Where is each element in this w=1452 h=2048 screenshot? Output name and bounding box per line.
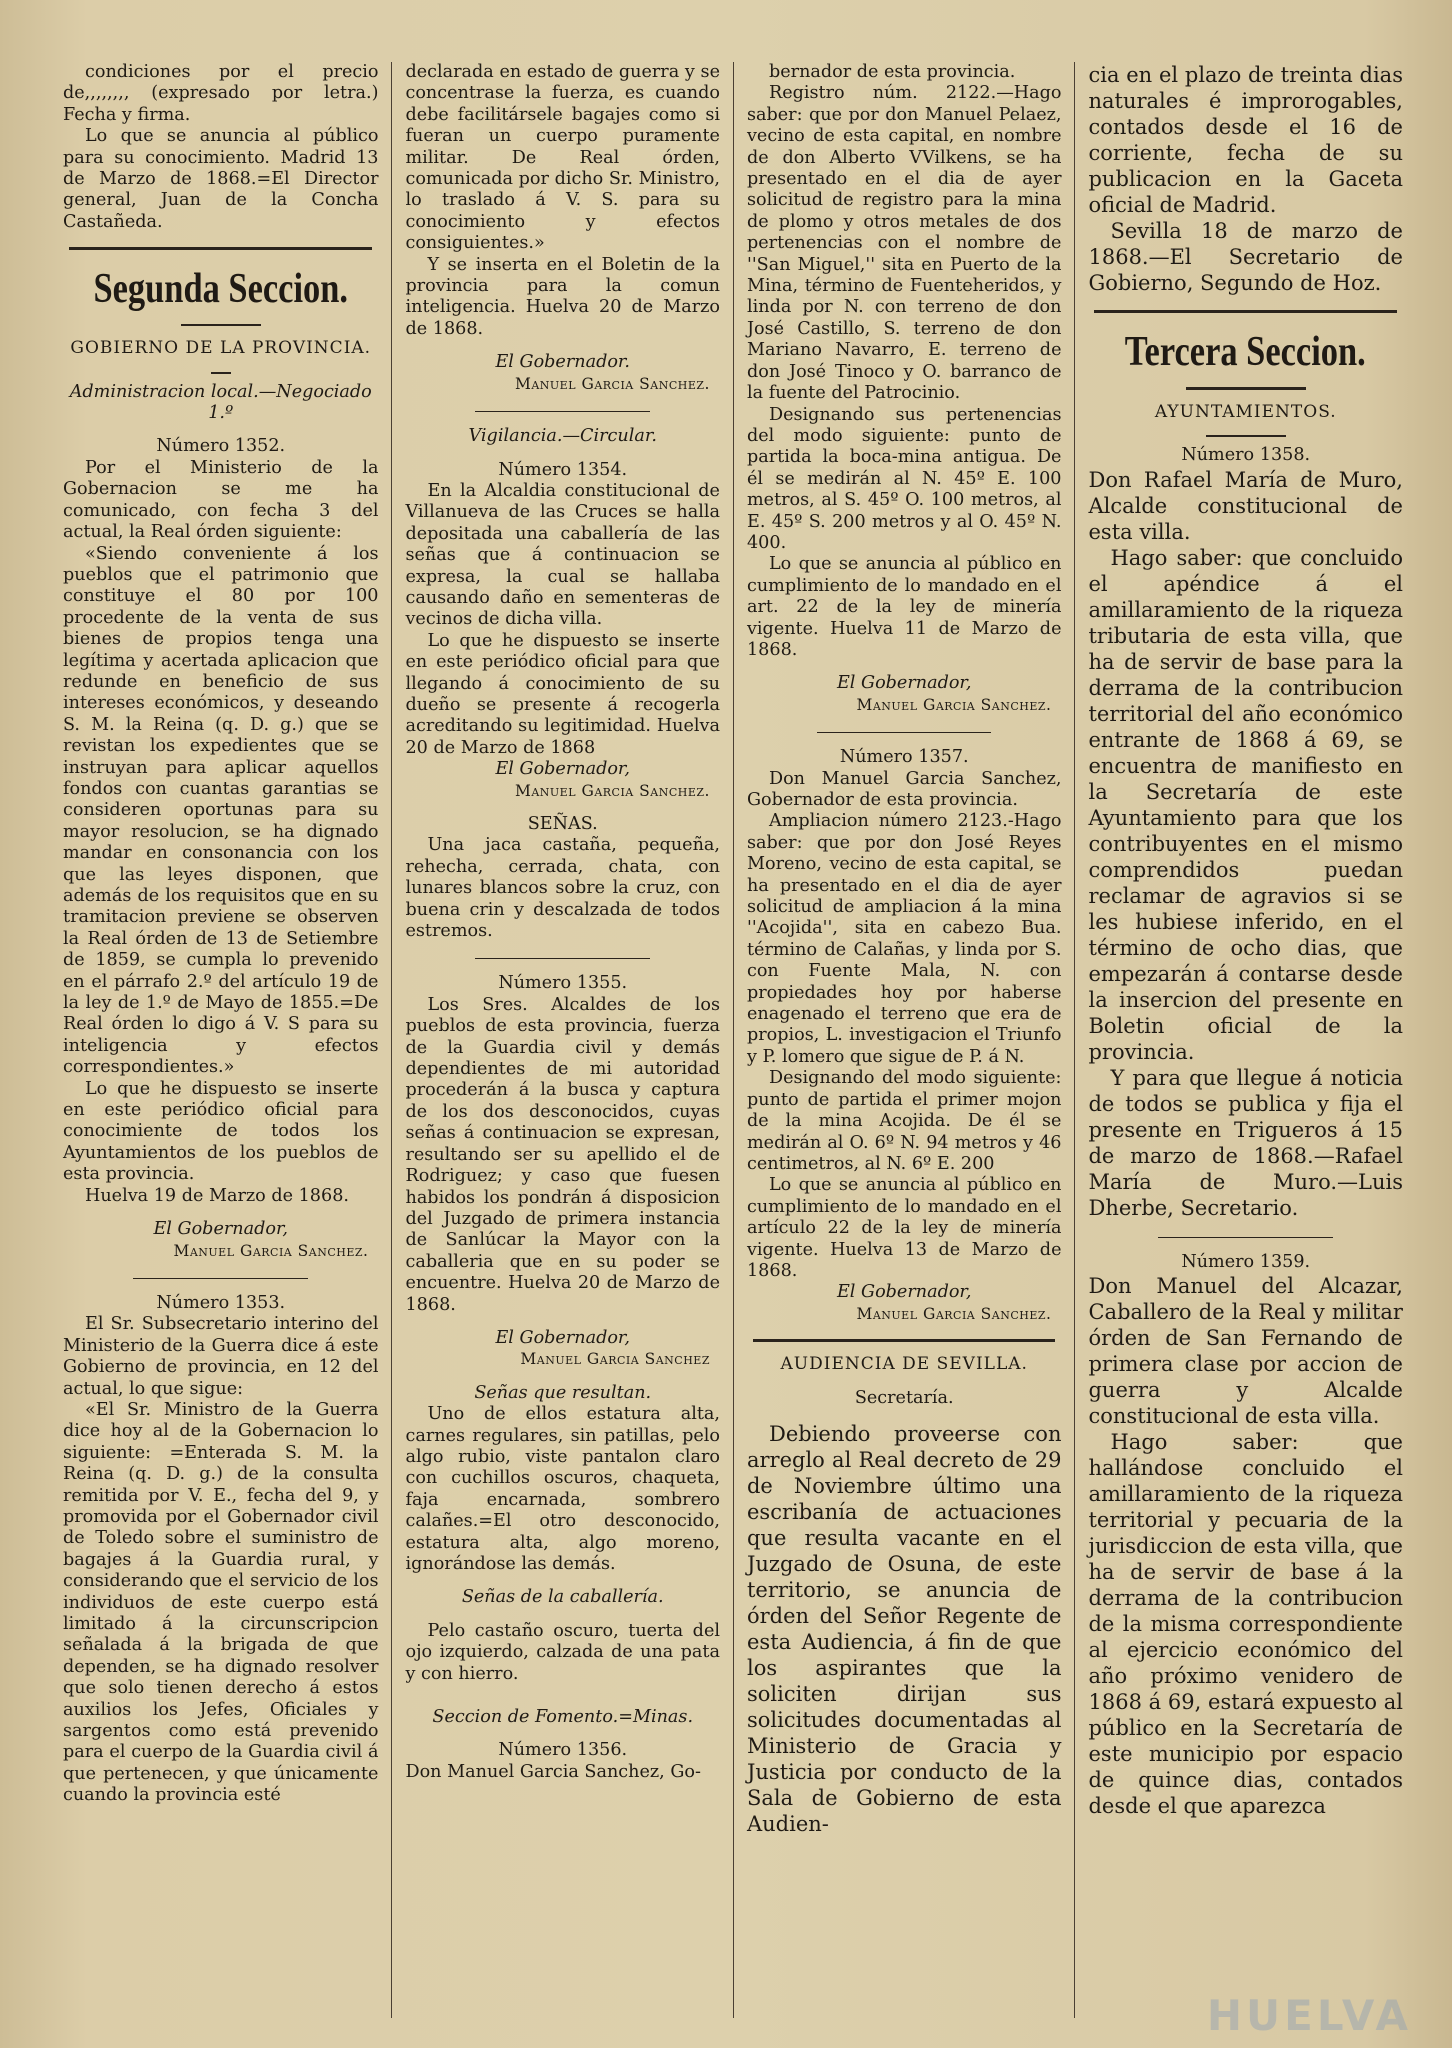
subheading: Señas que resultan.: [474, 1382, 652, 1403]
spacer: [747, 661, 1062, 673]
paragraph: Los Sres. Alcaldes de los pueblos de esta provincia, fuerza de la Guardia civil y demás dependientes de mi autoridad procederán á la busca y captura de los dos desconocidos, cuyas señas á continuacion se expresan, resultando ser su apellido el de Rodriguez; y caso que fuesen habidos los pondrán á disposicion del Juzgado de primera instancia de Sanlúcar la Mayor con la caballeria que en su poder se encuentre. Huelva 20 de Marzo de 1868.: [405, 994, 720, 1315]
paragraph: Lo que se anuncia al público para su conocimiento. Madrid 13 de Marzo de 1868.=El Director general, Juan de la Concha Castañeda.: [63, 126, 379, 232]
paragraph: «El Sr. Ministro de la Guerra dice hoy al de la Gobernacion lo siguiente: =Enterada S. M. la Reina (q. D. g.) de la consulta remitida por V. E., fecha del 9, y promovida por el Gobernador civil de Toledo sobre el suministro de bagajes á la Guardia rural, y considerando que el servicio de los individuos de este cuerpo está limitado á la circunscripcion señalada á la brigada de que dependen, se ha dignado resolver que solo tienen derecho á estos auxilios los Jefes, Oficiales y sargentos como está prevenido para el cuerpo de la Guardia civil á que pertenecen, y que únicamente cuando la provincia esté: [63, 1399, 379, 1806]
heading: GOBIERNO DE LA PROVINCIA.: [70, 338, 372, 359]
paragraph: Registro núm. 2122.—Hago saber: que por don Manuel Pelaez, vecino de esta capital, en nombre de don Alberto VVilkens, se ha presentado en el dia de ayer solicitud de registro para la mina de plomo y otros metales de dos pertenencias con el nombre de ''San Miguel,'' sita en Puerto de la Mina, término de Fuenteheridos, y linda por N. con terreno de don José Castillo, S. terreno de don Mariano Navarro, E. terreno de don José Tinoco y O. barranco de la fuente del Patrocinio.: [746, 83, 1062, 404]
notice-number: Número 1356.: [498, 1740, 628, 1761]
notice-number: Número 1353.: [156, 1292, 286, 1313]
paragraph: Debiendo proveerse con arreglo al Real decreto de 29 de Noviembre último una escribanía de actuaciones que resulta vacante en el Juzgado de Osuna, de este territorio, se anuncia de órden del Señor Regente de esta Audiencia, á fin de que los aspirantes que la soliciten dirijan sus solicitudes documentadas al Ministerio de Gracia y Justicia por conducto de la Sala de Gobierno de esta Audien-: [746, 1421, 1062, 1836]
divider: [1158, 1237, 1333, 1238]
paragraph: El Sr. Subsecretario interino del Ministerio de la Guerra dice á este Gobierno de provincia, en 12 del actual, lo que sigue:: [63, 1314, 379, 1399]
paragraph: cia en el plazo de treinta dias naturales é improrogables, contados desde el 16 de corriente, fecha de su publicacion en la Gaceta oficial de Madrid.: [1088, 63, 1403, 217]
spacer: [405, 1685, 720, 1707]
subheading: Administracion local.—Negociado 1.º: [69, 381, 372, 424]
signature-title: El Gobernador,: [836, 673, 972, 694]
paragraph: Don Manuel Garcia Sanchez, Go-: [405, 1761, 701, 1782]
spacer: [405, 448, 720, 460]
paragraph: Designando del modo siguiente: punto de partida el primer mojon de la mina Acojida. De él se medirán al O. 6º N. 94 metros y 46 centimetros, al N. 6º E. 200: [746, 1068, 1062, 1174]
paragraph: Designando sus pertenencias del modo siguiente: punto de partida la boca-mina antigua. De él se medirán al N. 45º E. 100 metros, al S. 45º O. 100 metros, al E. 45º S. 200 metros y al O. 45º N. 400.: [746, 404, 1062, 553]
column-4: [1074, 62, 1416, 2018]
spacer: [405, 1316, 720, 1328]
paragraph: Pelo castaño oscuro, tuerta del ojo izquierdo, calzada de una pata y con hierro.: [405, 1620, 720, 1684]
divider: [211, 372, 231, 374]
heading: AUDIENCIA DE SEVILLA.: [780, 1354, 1028, 1375]
divider: [181, 324, 261, 326]
subheading: Secretaría.: [854, 1387, 954, 1408]
section-title: Segunda Seccion.: [93, 266, 349, 313]
signature-name: Manuel Garcia Sanchez.: [173, 1241, 369, 1260]
signature-title: El Gobernador.: [495, 352, 630, 373]
paragraph: Lo que he dispuesto se inserte en este periódico oficial para que llegando á conocimiento de su dueño se presente á recogerla acreditando su legitimidad. Huelva 20 de Marzo de 1868: [405, 630, 720, 758]
divider: [475, 411, 650, 412]
notice-number: Número 1352.: [156, 436, 286, 457]
subheading: Vigilancia.—Circular.: [468, 426, 657, 447]
subheading: Seccion de Fomento.=Minas.: [432, 1707, 694, 1728]
signature-name: Manuel Garcia Sanchez.: [514, 781, 710, 800]
paragraph: condiciones por el precio de,,,,,,,, (expresado por letra.) Fecha y firma.: [63, 62, 379, 125]
divider: [1186, 387, 1306, 390]
paragraph: Uno de ellos estatura alta, carnes regulares, sin patillas, pelo algo rubio, viste pantalon claro con cuchillos oscuros, chaqueta, faja encarnada, sombrero calañes.=El otro desconocido, estatura alta, algo moreno, ignorándose las demás.: [405, 1404, 720, 1574]
signature-title: El Gobernador,: [495, 759, 630, 780]
signature-name: Manuel Garcia Sanchez.: [856, 695, 1052, 714]
column-2: [391, 62, 733, 2018]
notice-number: Número 1354.: [498, 459, 628, 480]
paragraph: Lo que se anuncia al público en cumplimiento de lo mandado en el art. 22 de la ley de minería vigente. Huelva 11 de Marzo de 1868.: [746, 554, 1062, 660]
paragraph: Don Rafael María de Muro, Alcalde constitucional de esta villa.: [1088, 467, 1403, 544]
divider: [753, 1339, 1056, 1342]
paragraph: Y para que llegue á noticia de todos se publica y fija el presente en Trigueros á 15 de marzo de 1868.—Rafael María de Muro.—Luis Dherbe, Secretario.: [1088, 1065, 1403, 1220]
paragraph: bernador de esta provincia.: [768, 62, 1016, 82]
heading: AYUNTAMIENTOS.: [1154, 402, 1337, 422]
spacer: [405, 1609, 720, 1621]
signature-title: El Gobernador,: [836, 1282, 972, 1303]
paragraph: Huelva 19 de Marzo de 1868.: [85, 1185, 349, 1206]
column-3: [733, 62, 1075, 2018]
divider: [69, 247, 372, 250]
paragraph: Lo que he dispuesto se inserte en este periódico oficial para conocimiente de todos los Ayuntamientos de los pueblos de esta provincia.: [63, 1078, 379, 1185]
divider: [133, 1278, 308, 1279]
paragraph: Por el Ministerio de la Gobernacion se me ha comunicado, con fecha 3 del actual, la Real órden siguiente:: [63, 457, 379, 543]
heading: SEÑAS.: [527, 814, 598, 834]
divider: [1094, 310, 1397, 313]
spacer: [405, 802, 720, 814]
paragraph: Sevilla 18 de marzo de 1868.—El Secretario de Gobierno, Segundo de Hoz.: [1088, 219, 1403, 295]
spacer: [405, 1728, 720, 1740]
paragraph: En la Alcaldia constitucional de Villanueva de las Cruces se halla depositada una caballería de las señas que á continuacion se expresa, la cual se hallaba causando daño en sementeras de vecinos de dicha villa.: [405, 480, 720, 630]
notice-number: Número 1358.: [1181, 445, 1311, 466]
paragraph: Y se inserta en el Boletin de la provincia para la comun inteligencia. Huelva 20 de Marzo de 1868.: [405, 254, 720, 339]
divider: [475, 958, 650, 959]
signature-name: Manuel Garcia Sanchez.: [514, 374, 710, 393]
spacer: [63, 424, 378, 436]
paragraph: «Siendo conveniente á los pueblos que el patrimonio que constituye el 80 por 100 procedente de la venta de sus bienes de propios tenga una legítima y acertada aplicacion que redunde en beneficio de sus intereses económicos, y deseando S. M. la Reina (q. D. g.) que se revistan los expedientes que se instruyan para aplicar aquellos fondos con cuantas garantias se consideren oportunas para su mayor resolucion, se ha dignado mandar en consonancia con los que las leyes disponen, que además de los requisitos que en su tramitacion previene se observen la Real órden de 13 de Setiembre de 1859, se cumpla lo prevenido en el párrafo 2.º del artículo 19 de la ley de 1.º de Mayo de 1855.=De Real órden lo digo á V. S para su inteligencia y efectos correspondientes.»: [63, 543, 379, 1078]
spacer: [63, 1207, 378, 1219]
signature-title: El Gobernador,: [153, 1219, 289, 1240]
section-title: Tercera Seccion.: [1125, 329, 1367, 375]
signature-name: Manuel Garcia Sanchez.: [856, 1304, 1052, 1323]
spacer: [405, 340, 720, 352]
divider: [817, 732, 992, 733]
spacer: [405, 1575, 720, 1587]
spacer: [747, 1409, 1062, 1421]
columns: [50, 62, 1416, 2018]
paragraph: Ampliacion número 2123.-Hago saber: que por don José Reyes Moreno, vecino de esta capital, se ha presentado en el dia de ayer solicitud de ampliacion á la mina ''Acojida'', sita en cabezo Bua. término de Calañas, y linda por S. con Fuente Mala, N. con propiedades hoy por haberse enagenado el terreno que era de propios, L. investigacion el Triunfo y P. lomero que sigue de P. á N.: [746, 811, 1062, 1067]
paragraph: Lo que se anuncia al público en cumplimiento de lo mandado en el artículo 22 de la ley de minería vigente. Huelva 13 de Marzo de 1868.: [746, 1175, 1062, 1281]
paragraph: Una jaca castaña, pequeña, rehecha, cerrada, chata, con lunares blancos sobre la cruz, con buena crin y descalzada de todos estremos.: [405, 835, 720, 942]
paragraph: Hago saber: que concluido el apéndice á el amillaramiento de la riqueza tributaria de esta villa, que ha de servir de base para la derrama de la contribucion territorial del año económico entrante de 1868 á 69, se encuentra de manifiesto en la Secretaría de este Ayuntamiento para que los contribuyentes en el mismo comprendidos puedan reclamar de agravios si se les hubiese inferido, en el término de ocho dias, que empezarán á contarse desde la insercion del presente en Boletin oficial de la provincia.: [1088, 545, 1403, 1064]
divider: [1206, 435, 1286, 437]
paragraph: declarada en estado de guerra y se concentrase la fuerza, es cuando debe facilitársele bagajes como si fueran un cuerpo puramente militar. De Real órden, comunicada por dicho Sr. Ministro, lo traslado á V. S. para su conocimiento y efectos consiguientes.»: [405, 62, 720, 254]
spacer: [405, 1371, 720, 1383]
paragraph: Don Manuel Garcia Sanchez, Gobernador de esta provincia.: [746, 768, 1062, 810]
notice-number: Número 1357.: [839, 747, 969, 768]
paragraph: Don Manuel del Alcazar, Caballero de la Real y militar órden de San Fernando de primera clase por accion de guerra y Alcalde constitucional de esta villa.: [1088, 1274, 1403, 1429]
signature-title: El Gobernador,: [495, 1327, 630, 1348]
notice-number: Número 1359.: [1181, 1251, 1311, 1272]
signature-name: Manuel Garcia Sanchez: [520, 1350, 710, 1369]
column-1: [50, 62, 391, 2018]
archive-watermark: HUELVA: [1206, 1991, 1412, 2040]
paragraph: Hago saber: que hallándose concluido el amillaramiento de la riqueza territorial y pecuaria de la jurisdiccion de esta villa, que ha de servir de base á la derrama de la contribucion de la misma correspondiente al ejercicio económico del año próximo venidero de 1868 á 69, estará expuesto al público en la Secretaría de este municipio por espacio de quince dias, contados desde el que aparezca: [1088, 1430, 1403, 1819]
subheading: Señas de la caballería.: [461, 1587, 664, 1608]
notice-number: Número 1355.: [498, 973, 628, 994]
